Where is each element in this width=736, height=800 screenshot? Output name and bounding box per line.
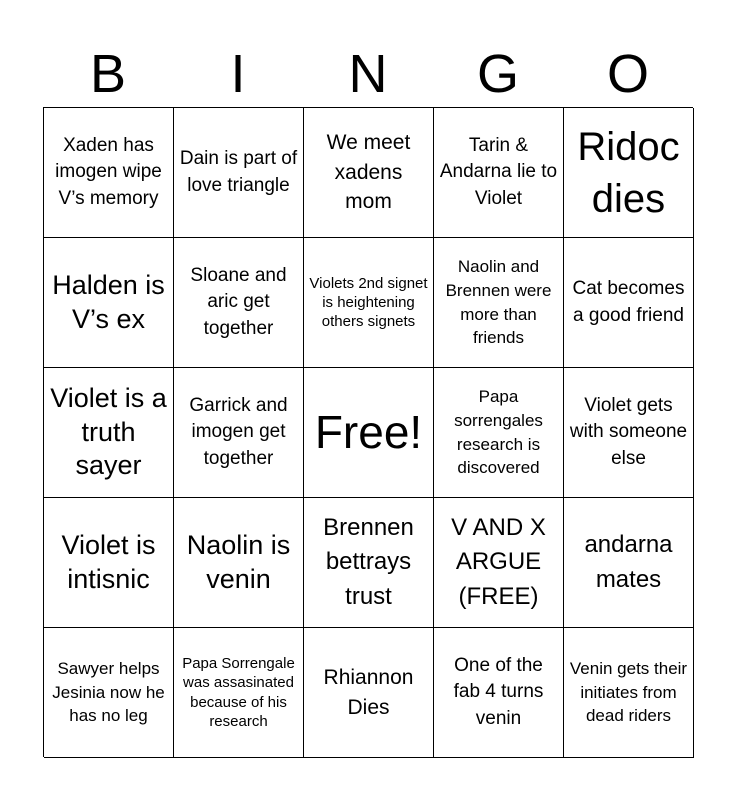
cell-text: Violet is a truth sayer — [50, 382, 167, 481]
bingo-cell-r2c4[interactable] — [434, 238, 564, 368]
cell-text: Papa sorrengales research is discovered — [454, 386, 543, 478]
bingo-cell-r5c3[interactable] — [304, 628, 434, 758]
bingo-cell-r2c1[interactable] — [44, 238, 174, 368]
cell-text: Tarin & Andarna lie to Violet — [439, 135, 558, 209]
bingo-cell-r5c1[interactable] — [44, 628, 174, 758]
cell-text: Dain is part of love triangle — [179, 148, 298, 196]
free-space-label: Free! — [314, 405, 423, 458]
bingo-cell-r1c2[interactable] — [174, 108, 304, 238]
bingo-cell-r4c3[interactable] — [304, 498, 434, 628]
cell-text: Garrick and imogen get together — [189, 395, 288, 469]
bingo-cell-r4c4[interactable] — [434, 498, 564, 628]
cell-text: Brennen bettrays trust — [323, 514, 414, 610]
bingo-cell-r2c5[interactable] — [564, 238, 694, 368]
cell-text: andarna mates — [584, 531, 673, 593]
bingo-cell-r3c1[interactable] — [44, 368, 174, 498]
bingo-cell-r2c3[interactable] — [304, 238, 434, 368]
bingo-cell-r5c2[interactable] — [174, 628, 304, 758]
header-letter-b: B — [89, 44, 127, 104]
bingo-cell-free[interactable] — [304, 368, 434, 498]
bingo-cell-r3c5[interactable] — [564, 368, 694, 498]
cell-text: Ridoc dies — [577, 124, 680, 221]
header-letter-g: G — [476, 44, 519, 104]
cell-text: Rhiannon Dies — [323, 666, 414, 719]
bingo-cell-r3c2[interactable] — [174, 368, 304, 498]
bingo-cell-r5c4[interactable] — [434, 628, 564, 758]
cell-text: Naolin and Brennen were more than friends — [445, 256, 552, 348]
header-letter-o: O — [606, 44, 649, 104]
cell-text: Violet gets with someone else — [569, 395, 688, 469]
bingo-cell-r4c1[interactable] — [44, 498, 174, 628]
bingo-cell-r1c5[interactable] — [564, 108, 694, 238]
bingo-cell-r5c5[interactable] — [564, 628, 694, 758]
bingo-board — [43, 107, 693, 757]
header-letter-i: I — [230, 44, 246, 104]
bingo-cell-r1c4[interactable] — [434, 108, 564, 238]
cell-text: Papa Sorrengale was assasinated because of his research — [182, 655, 295, 730]
bingo-cell-r4c5[interactable] — [564, 498, 694, 628]
cell-text: Violet is intisnic — [61, 529, 156, 594]
cell-text: V AND X ARGUE (FREE) — [451, 514, 546, 610]
cell-text: Naolin is venin — [186, 529, 291, 594]
cell-text: Halden is V’s ex — [52, 269, 165, 334]
bingo-cell-r1c1[interactable] — [44, 108, 174, 238]
bingo-cell-r1c3[interactable] — [304, 108, 434, 238]
cell-text: We meet xadens mom — [326, 131, 411, 214]
bingo-cell-r3c4[interactable] — [434, 368, 564, 498]
bingo-cell-r4c2[interactable] — [174, 498, 304, 628]
cell-text: Xaden has imogen wipe V’s memory — [55, 135, 162, 209]
cell-text: Violets 2nd signet is heightening others signets — [309, 274, 428, 331]
bingo-cell-r2c2[interactable] — [174, 238, 304, 368]
cell-text: One of the fab 4 turns venin — [453, 655, 544, 729]
cell-text: Sloane and aric get together — [190, 265, 287, 339]
header-letter-n: N — [348, 44, 388, 104]
cell-text: Cat becomes a good friend — [572, 278, 685, 326]
cell-text: Sawyer helps Jesinia now he has no leg — [52, 658, 165, 726]
cell-text: Venin gets their initiates from dead riders — [569, 658, 688, 726]
bingo-header — [43, 40, 693, 108]
